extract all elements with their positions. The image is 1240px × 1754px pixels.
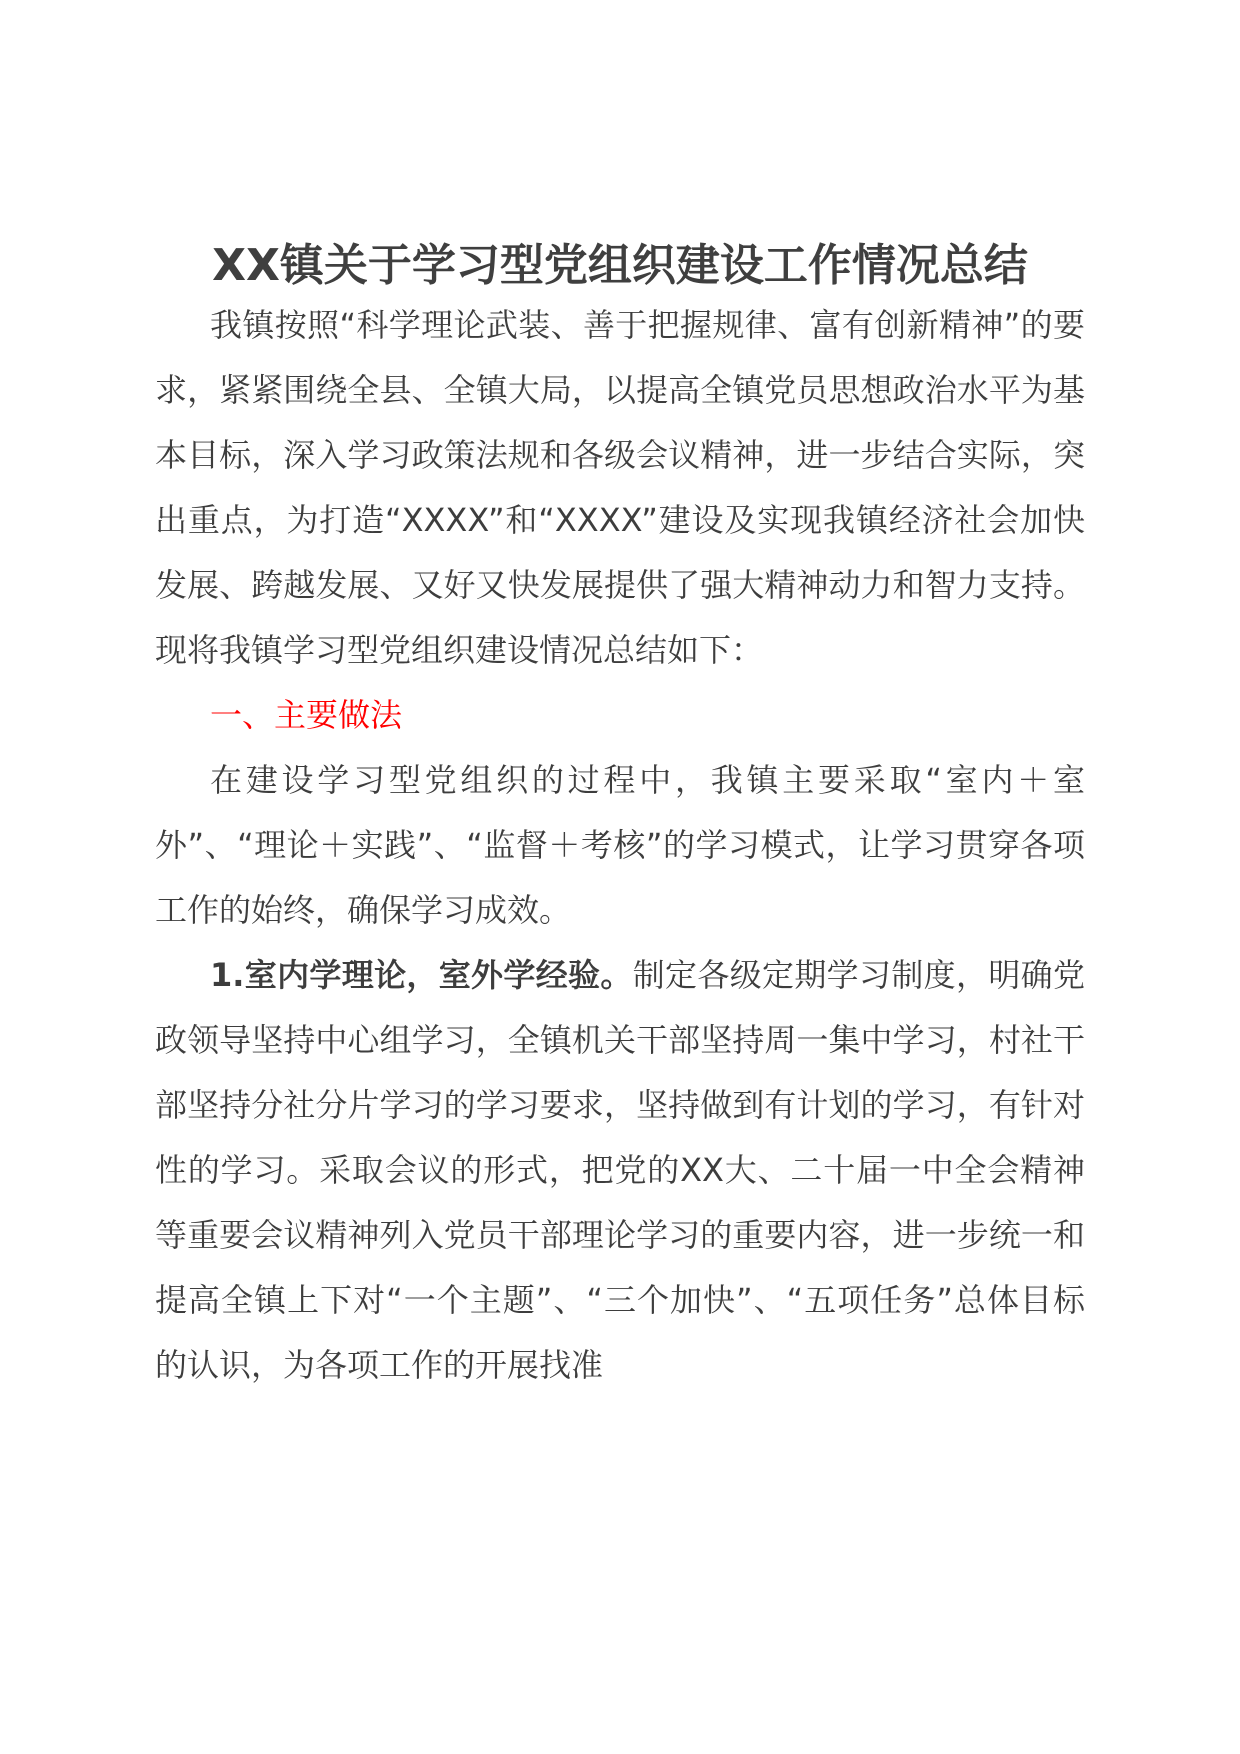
document-title: XX镇关于学习型党组织建设工作情况总结 xyxy=(212,240,1028,291)
item-paragraph xyxy=(155,943,1085,1398)
section-intro-paragraph: 在建设学习型党组织的过程中，我镇主要采取“室内＋室外”、“理论＋实践”、“监督＋考核”的学习模式，让学习贯穿各项工作的始终，确保学习成效。 xyxy=(155,761,1085,929)
intro-paragraph: 我镇按照“科学理论武装、善于把握规律、富有创新精神”的要求，紧紧围绕全县、全镇大局，以提高全镇党员思想政治水平为基本目标，深入学习政策法规和各级会议精神，进一步结合实际，突出重点，为打造“XXXX”和“XXXX”建设及实现我镇经济社会加快发展、跨越发展、又好又快发展提供了强大精神动力和智力支持。现将我镇学习型党组织建设情况总结如下： xyxy=(155,306,1085,669)
item-lead: 1.室内学理论，室外学经验。 xyxy=(210,956,633,994)
document-body xyxy=(155,293,1085,1398)
section-heading: 一、主要做法 xyxy=(210,696,403,734)
item-text: 制定各级定期学习制度，明确党政领导坚持中心组学习，全镇机关干部坚持周一集中学习，村社干部坚持分社分片学习的学习要求，坚持做到有计划的学习，有针对性的学习。采取会议的形式，把党的XX大、二十届一中全会精神等重要会议精神列入党员干部理论学习的重要内容，进一步统一和提高全镇上下对“一个主题”、“三个加快”、“五项任务”总体目标的认识，为各项工作的开展找准 xyxy=(155,956,1085,1384)
